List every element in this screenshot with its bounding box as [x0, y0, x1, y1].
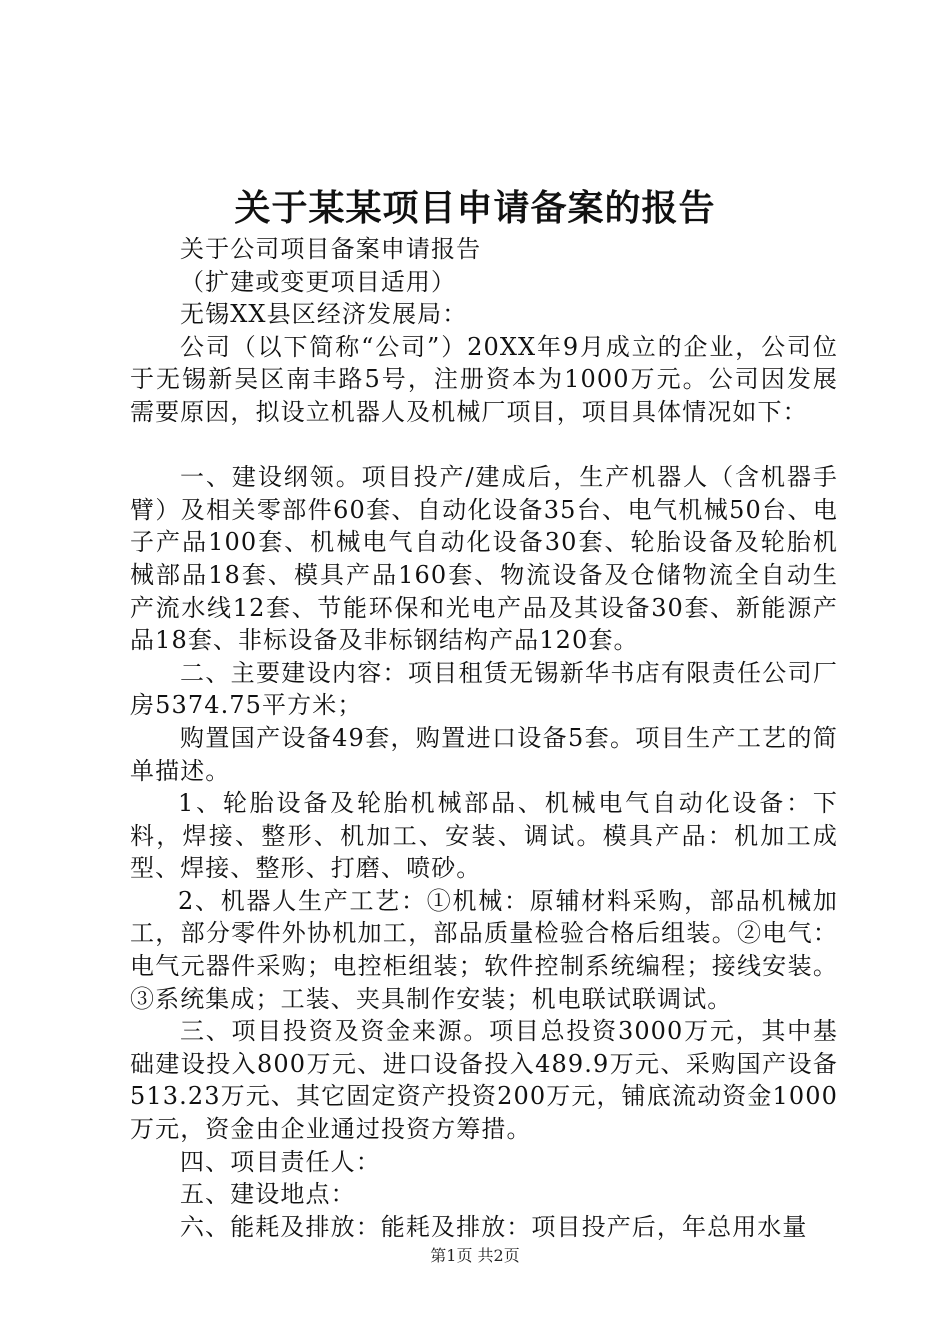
paragraph-energy-emissions: 六、能耗及排放：能耗及排放：项目投产后，年总用水量 [180, 1212, 808, 1241]
paragraph-report-heading: 关于公司项目备案申请报告 [180, 235, 482, 263]
paragraph-process-2: 2、机器人生产工艺：①机械：原辅材料采购，部品机械加工，部分零件外协机加工，部品质量检验合格后组装。②电气：电气元器件采购；电控柜组装；软件控制系统编程；接线安装。③系统集成；工装、夹具制作安装；机电联试联调试。 [130, 886, 838, 1013]
paragraph-applicability-note: （扩建或变更项目适用） [180, 267, 457, 296]
paragraph-process-1: 1、轮胎设备及轮胎机械部品、机械电气自动化设备：下料，焊接、整形、机加工、安装、调试。模具产品：机加工成型、焊接、整形、打磨、喷砂。 [130, 789, 838, 883]
document-title: 关于某某项目申请备案的报告 [234, 187, 716, 229]
page-number-footer: 第1页 共2页 [430, 1246, 520, 1265]
paragraph-investment: 三、项目投资及资金来源。项目总投资3000万元，其中基础建设投入800万元、进口设备投入489.9万元、采购国产设备513.23万元、其它固定资产投资200万元，铺底流动资金1000万元，资金由企业通过投资方筹措。 [130, 1017, 838, 1144]
paragraph-addressee: 无锡XX县区经济发展局： [180, 300, 468, 329]
paragraph-equipment-purchase: 购置国产设备49套，购置进口设备5套。项目生产工艺的简单描述。 [130, 723, 838, 785]
document-body [130, 233, 838, 1243]
paragraph-company-intro: 公司（以下简称“公司”）20XX年9月成立的企业，公司位于无锡新吴区南丰路5号，注册资本为1000万元。公司因发展需要原因，拟设立机器人及机械厂项目，项目具体情况如下： [130, 332, 838, 426]
paragraph-construction-program: 一、建设纲领。项目投产/建成后，生产机器人（含机器手臂）及相关零部件60套、自动化设备35台、电气机械50台、电子产品100套、机械电气自动化设备30套、轮胎设备及轮胎机械部品18套、模具产品160套、物流设备及仓储物流全自动生产流水线12套、节能环保和光电产品及其设备30套、新能源产品18套、非标设备及非标钢结构产品120套。 [130, 463, 838, 655]
paragraph-responsible-person: 四、项目责任人： [180, 1147, 381, 1176]
paragraph-main-construction: 二、主要建设内容：项目租赁无锡新华书店有限责任公司厂房5374.75平方米； [130, 658, 838, 720]
paragraph-location: 五、建设地点： [180, 1180, 356, 1209]
paragraph-spacer [130, 429, 838, 462]
